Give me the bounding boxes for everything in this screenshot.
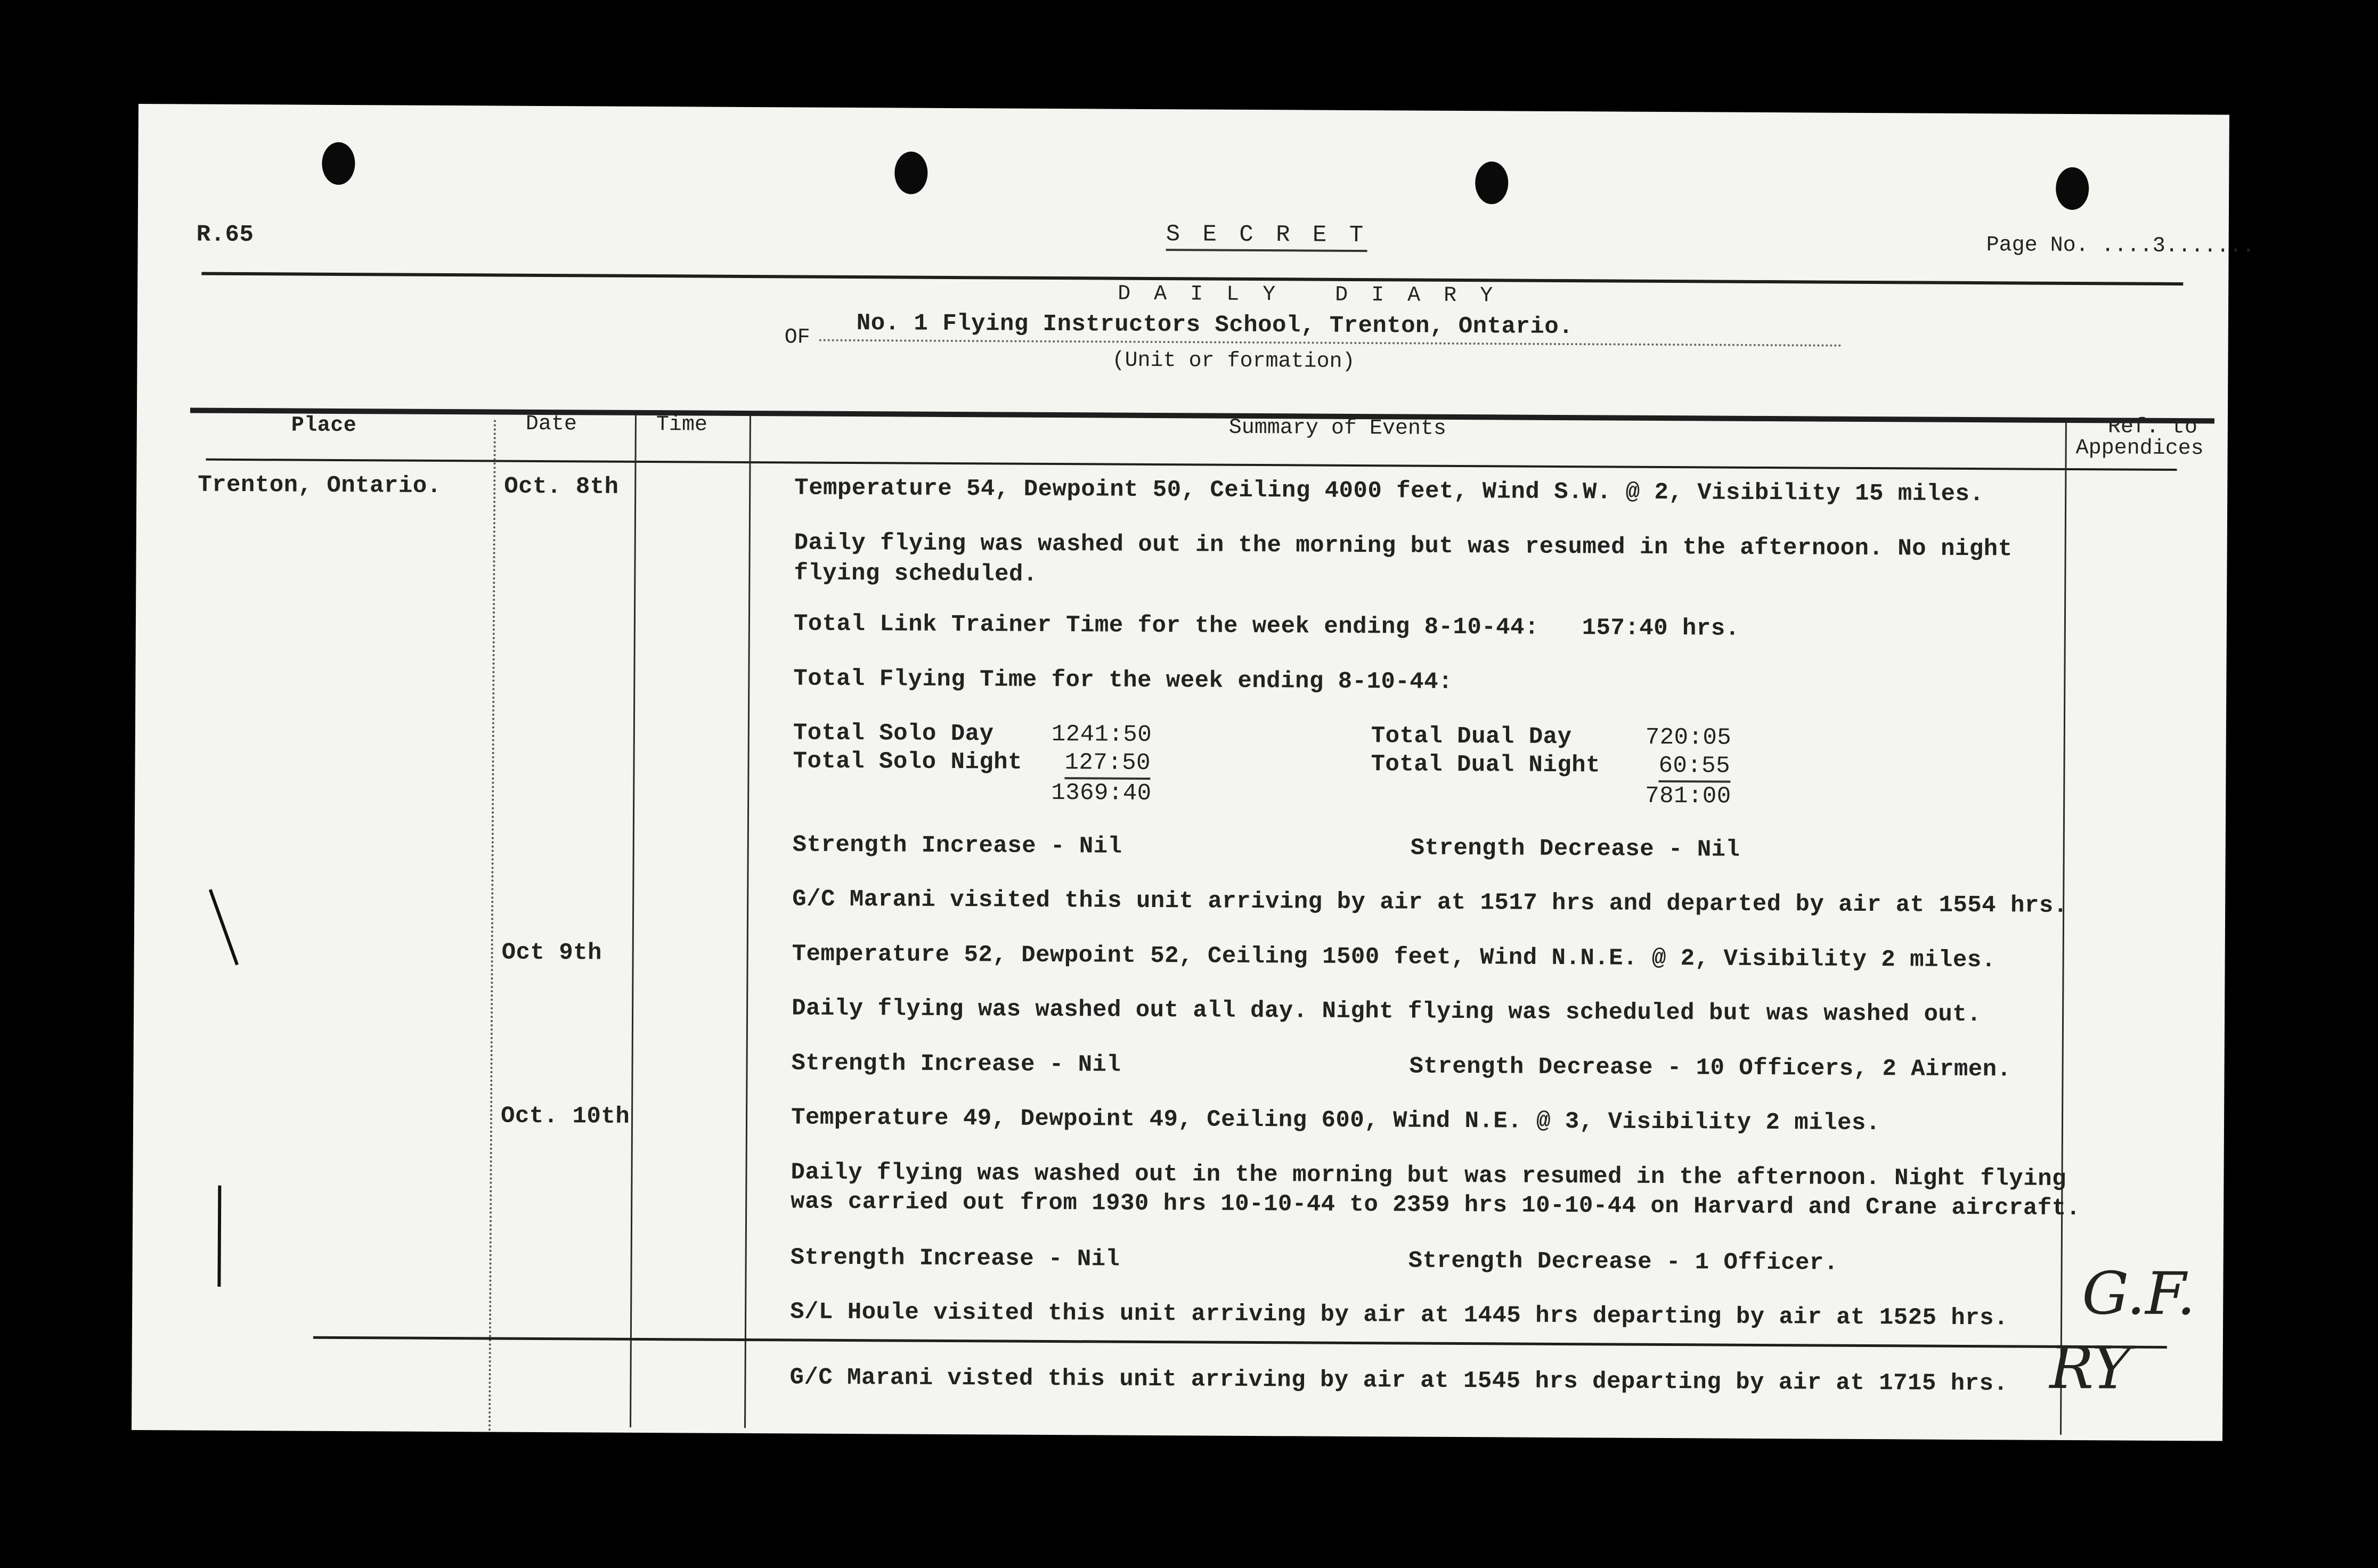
form-number: R.65 <box>196 221 254 249</box>
punch-hole <box>1475 161 1508 204</box>
diary-page <box>132 104 2255 1441</box>
oct8-weather: Temperature 54, Dewpoint 50, Ceiling 4000 feet, Wind S.W. @ 2, Visibility 15 miles. <box>794 475 1984 508</box>
column-header-rule <box>206 459 2177 471</box>
solo-night-label: Total Solo Night <box>793 748 1023 776</box>
classification: S E C R E T <box>1166 221 1368 252</box>
solo-day-label: Total Solo Day <box>793 720 994 748</box>
date-oct-10: Oct. 10th <box>500 1102 630 1130</box>
dual-day-value: 720:05 <box>1645 724 1732 752</box>
punch-hole <box>2056 167 2089 210</box>
oct8-flying-total: Total Flying Time for the week ending 8-10-44: <box>793 665 1453 696</box>
oct10-strength-decrease: Strength Decrease - 1 Officer. <box>1408 1247 1838 1277</box>
oct10-strength-increase: Strength Increase - Nil <box>790 1244 1120 1273</box>
punch-hole <box>322 142 355 185</box>
oct10-flying-2: was carried out from 1930 hrs 10-10-44 to 2359 hrs 10-10-44 on Harvard and Crane aircraft. <box>791 1188 2081 1222</box>
oct10-flying-1: Daily flying was washed out in the morning but was resumed in the afternoon. Night flying <box>791 1159 2067 1193</box>
column-summary: Summary of Events <box>1228 415 1447 441</box>
page-number-value: 3 <box>2152 234 2165 258</box>
oct8-strength-increase: Strength Increase - Nil <box>792 831 1122 860</box>
summary-column-divider <box>2060 423 2067 1435</box>
oct9-flying: Daily flying was washed out all day. Night flying was scheduled but was washed out. <box>791 995 1982 1028</box>
dual-total-value: 781:00 <box>1645 782 1731 810</box>
unit-name: No. 1 Flying Instructors School, Trenton, Ontario. <box>856 310 1574 341</box>
date-oct-8: Oct. 8th <box>504 473 619 501</box>
date-oct-9: Oct 9th <box>501 939 602 967</box>
handwritten-initials-2: RY <box>2049 1333 2131 1402</box>
oct10-visit-2: G/C Marani visted this unit arriving by air at 1545 hrs departing by air at 1715 hrs. <box>789 1364 2008 1398</box>
oct9-weather: Temperature 52, Dewpoint 52, Ceiling 1500 feet, Wind N.N.E. @ 2, Visibility 2 miles. <box>792 941 1996 974</box>
oct8-flying-1: Daily flying was washed out in the morning but was resumed in the afternoon. No night <box>794 529 2013 563</box>
table-bottom-rule <box>313 1336 2167 1349</box>
unit-dotted-line <box>819 339 1842 347</box>
column-time: Time <box>656 413 707 437</box>
page-label: Page No. .... <box>1986 233 2153 258</box>
dual-night-value: 60:55 <box>1658 753 1730 783</box>
page-tail: ....... <box>2165 234 2255 259</box>
dual-night-label: Total Dual Night <box>1371 751 1601 779</box>
column-ref-1: Ref. to <box>2107 415 2198 440</box>
handwritten-initials: G.F. <box>2082 1259 2196 1328</box>
column-place: Place <box>291 413 357 438</box>
solo-day-value: 1241:50 <box>1051 721 1152 748</box>
oct8-visit: G/C Marani visited this unit arriving by air at 1517 hrs and departed by air at 1554 hrs. <box>792 886 2068 919</box>
solo-total-value: 1369:40 <box>1051 779 1152 807</box>
oct8-strength-decrease: Strength Decrease - Nil <box>1410 835 1740 863</box>
margin-mark <box>217 1186 221 1287</box>
oct9-strength-decrease: Strength Decrease - 10 Officers, 2 Airmen. <box>1409 1053 2011 1083</box>
punch-hole <box>894 151 927 194</box>
unit-caption: (Unit or formation) <box>1112 348 1355 374</box>
column-date: Date <box>525 412 577 437</box>
date-column-divider <box>630 415 637 1427</box>
dual-day-label: Total Dual Day <box>1371 723 1572 751</box>
column-ref-2: Appendices <box>2075 436 2204 461</box>
oct8-link-trainer: Total Link Trainer Time for the week ending 8-10-44: 157:40 hrs. <box>793 610 1740 642</box>
oct9-strength-increase: Strength Increase - Nil <box>791 1050 1121 1079</box>
oct10-weather: Temperature 49, Dewpoint 49, Ceiling 600, Wind N.E. @ 3, Visibility 2 miles. <box>791 1104 1880 1137</box>
oct10-visit-1: S/L Houle visited this unit arriving by air at 1445 hrs departing by air at 1525 hrs. <box>790 1298 2009 1332</box>
of-label: OF <box>784 325 810 350</box>
place-column-divider <box>488 420 496 1432</box>
place-entry: Trenton, Ontario. <box>198 471 442 500</box>
solo-night-value: 127:50 <box>1064 749 1151 780</box>
oct8-flying-2: flying scheduled. <box>794 560 1038 588</box>
time-column-divider <box>744 416 751 1428</box>
margin-mark <box>209 889 239 965</box>
diary-title: D A I L Y D I A R Y <box>1118 282 1499 308</box>
page-number <box>1986 233 2255 259</box>
